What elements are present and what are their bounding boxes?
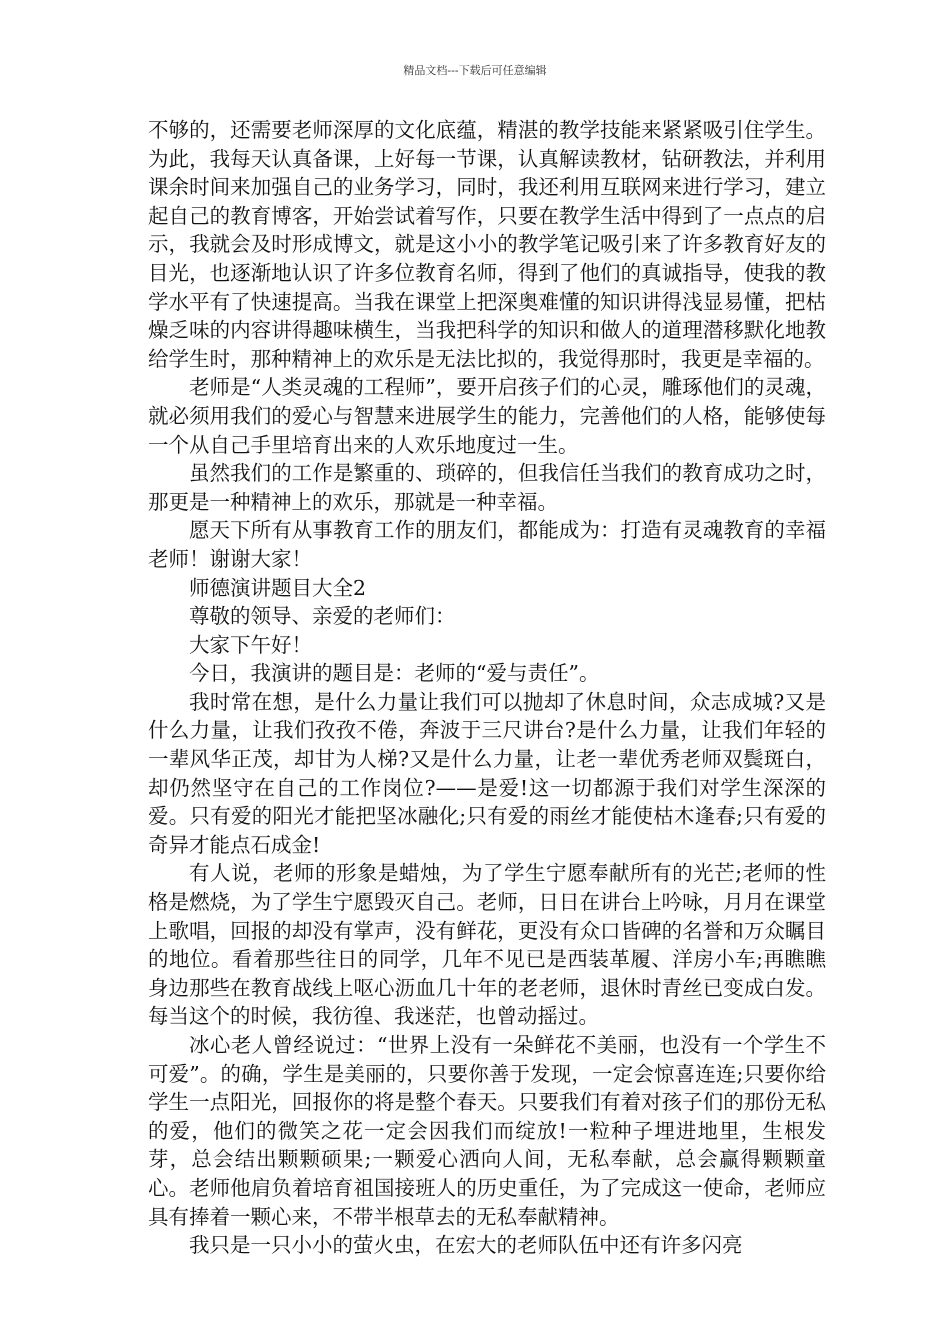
- paragraph: 我只是一只小小的萤火虫，在宏大的老师队伍中还有许多闪亮: [189, 1233, 743, 1258]
- page-header: 精品文档---下载后可任意编辑: [403, 64, 547, 77]
- paragraph: 愿天下所有从事教育工作的朋友们，都能成为：打造有灵魂教育的幸福老师！谢谢大家！: [148, 518, 826, 571]
- greeting: 大家下午好！: [189, 632, 312, 657]
- paragraph: 冰心老人曾经说过：“世界上没有一朵鲜花不美丽，也没有一个学生不可爱”。的确，学生是美丽的，只要你善于发现，一定会惊喜连连;只要你给学生一点阳光，回报你的将是整个春天。只要我们有着对孩子们的那份无私的爱，他们的微笑之花一定会因我们而绽放!一粒种子埋进地里，生根发芽，总会结出颗颗硕果;一颗爱心洒向人间，无私奉献，总会赢得颗颗童心。老师他肩负着培育祖国接班人的历史重任，为了完成这一使命，老师应具有捧着一颗心来，不带半根草去的无私奉献精神。: [148, 1033, 826, 1229]
- paragraph: 虽然我们的工作是繁重的、琐碎的，但我信任当我们的教育成功之时，那更是一种精神上的欢乐，那就是一种幸福。: [148, 461, 826, 514]
- paragraph-continuation: 不够的，还需要老师深厚的文化底蕴，精湛的教学技能来紧紧吸引住学生。为此，我每天认真备课，上好每一节课，认真解读教材，钻研教法，并利用课余时间来加强自己的业务学习，同时，我还利用互联网来进行学习，建立起自己的教育博客，开始尝试着写作，只要在教学生活中得到了一点点的启示，我就会及时形成博文，就是这小小的教学笔记吸引来了许多教育好友的目光，也逐渐地认识了许多位教育名师，得到了他们的真诚指导，使我的教学水平有了快速提高。当我在课堂上把深奥难懂的知识讲得浅显易懂，把枯燥乏味的内容讲得趣味横生，当我把科学的知识和做人的道理潜移默化地教给学生时，那种精神上的欢乐是无法比拟的，我觉得那时，我更是幸福的。: [148, 118, 826, 371]
- salutation: 尊敬的领导、亲爱的老师们：: [189, 604, 456, 629]
- paragraph: 我时常在想，是什么力量让我们可以抛却了休息时间，众志成城?又是什么力量，让我们孜孜不倦，奔波于三尺讲台?是什么力量，让我们年轻的一辈风华正茂，却甘为人梯?又是什么力量，让老一辈优秀老师双鬓斑白，却仍然坚守在自己的工作岗位?——是爱!这一切都源于我们对学生深深的爱。只有爱的阳光才能把坚冰融化;只有爱的雨丝才能使枯木逢春;只有爱的奇异才能点石成金!: [148, 689, 826, 857]
- paragraph: 有人说，老师的形象是蜡烛，为了学生宁愿奉献所有的光芒;老师的性格是燃烧，为了学生宁愿毁灭自己。老师，日日在讲台上吟咏，月月在课堂上歌唱，回报的却没有掌声，没有鲜花，更没有众口皆碑的名誉和万众瞩目的地位。看着那些往日的同学，几年不见已是西装革履、洋房小车;再瞧瞧身边那些在教育战线上呕心沥血几十年的老老师，退休时青丝已变成白发。每当这个的时候，我彷徨、我迷茫，也曾动摇过。: [148, 861, 826, 1029]
- paragraph: 今日，我演讲的题目是：老师的“爱与责任”。: [189, 661, 600, 686]
- document-body: [148, 116, 826, 1260]
- paragraph: 老师是“人类灵魂的工程师”，要开启孩子们的心灵，雕琢他们的灵魂，就必须用我们的爱心与智慧来进展学生的能力，完善他们的人格，能够使每一个从自己手里培育出来的人欢乐地度过一生。: [148, 375, 826, 457]
- section-title: 师德演讲题目大全2: [189, 575, 367, 600]
